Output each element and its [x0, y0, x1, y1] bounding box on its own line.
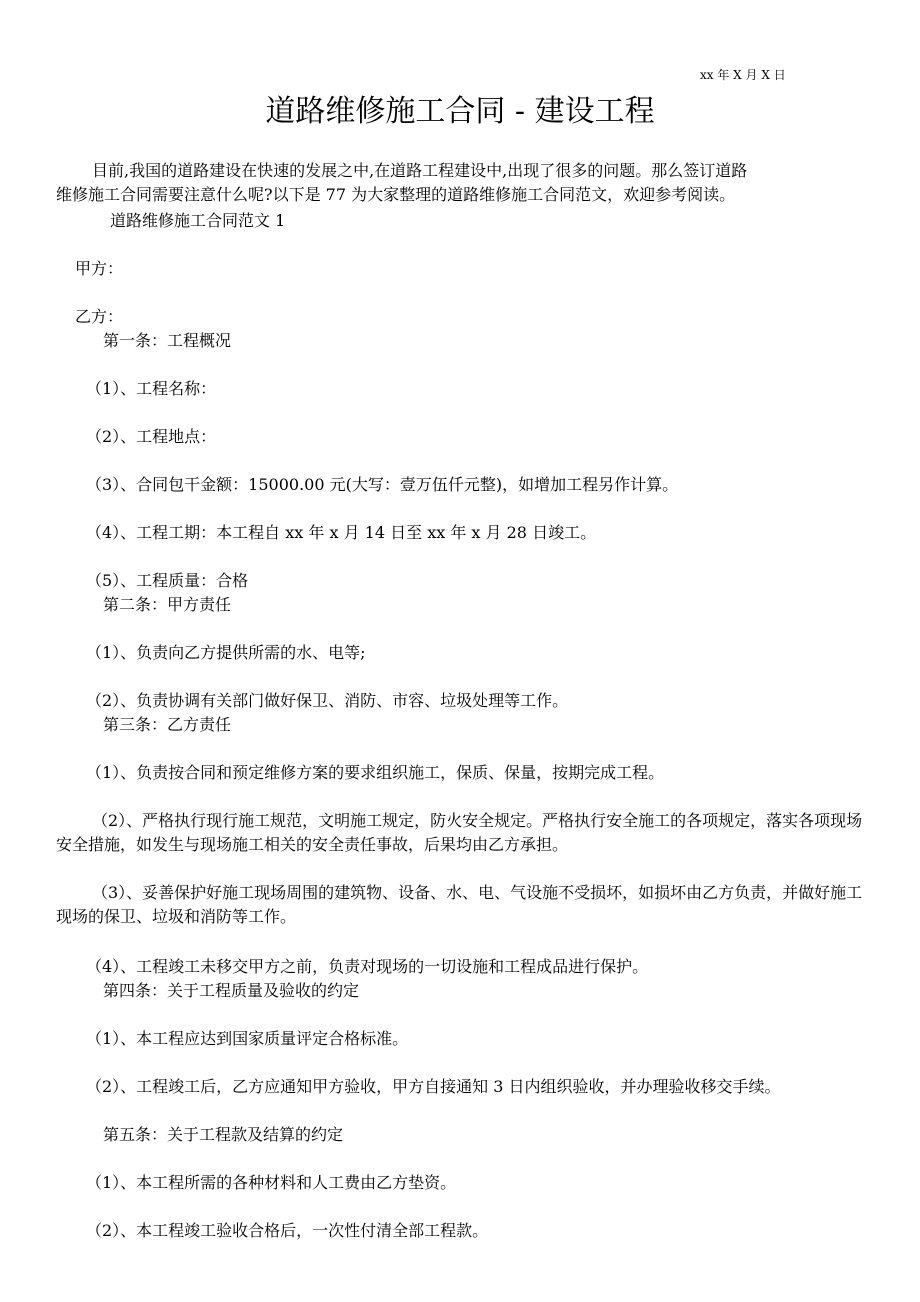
sample-heading: 道路维修施工合同范文 1 [110, 211, 286, 230]
section-1-item: （2）、工程地点： [86, 427, 217, 446]
section-2-heading: 第二条：甲方责任 [103, 595, 232, 614]
section-1-item: （5）、工程质量：合格 [86, 571, 249, 590]
section-1-item: （1）、工程名称： [86, 379, 217, 398]
section-5-item: （1）、本工程所需的各种材料和人工费由乙方垫资。 [86, 1173, 457, 1192]
intro-line-1: 目前,我国的道路建设在快速的发展之中,在道路工程建设中,出现了很多的问题。那么签订道路 [92, 161, 748, 180]
section-3-heading: 第三条：乙方责任 [103, 715, 232, 734]
intro-line-2: 维修施工合同需要注意什么呢?以下是 77 为大家整理的道路维修施工合同范文，欢迎参考阅读。 [56, 185, 736, 204]
section-3-item: （3）、妥善保护好施工现场周围的建筑物、设备、水、电、气设施不受损坏，如损坏由乙方负责，并做好施工现场的保卫、垃圾和消防等工作。 [56, 883, 863, 926]
section-1-item: （3）、合同包干金额：15000.00 元(大写：壹万伍仟元整)，如增加工程另作计算。 [86, 475, 679, 494]
section-4-item: （1）、本工程应达到国家质量评定合格标准。 [86, 1029, 409, 1048]
document-date: xx 年 X 月 X 日 [700, 68, 786, 82]
section-1-item: （4）、工程工期：本工程自 xx 年 x 月 14 日至 xx 年 x 月 28 日竣工。 [86, 523, 597, 542]
section-4-heading: 第四条：关于工程质量及验收的约定 [103, 981, 360, 1000]
section-3-item: （1）、负责按合同和预定维修方案的要求组织施工，保质、保量，按期完成工程。 [86, 763, 665, 782]
party-a-label: 甲方： [75, 259, 124, 278]
section-3-item: （4）、工程竣工未移交甲方之前，负责对现场的一切设施和工程成品进行保护。 [86, 957, 649, 976]
document-title: 道路维修施工合同 - 建设工程 [265, 94, 655, 129]
section-2-item: （1）、负责向乙方提供所需的水、电等; [86, 643, 366, 662]
party-b-label: 乙方： [75, 307, 124, 326]
section-5-item: （2）、本工程竣工验收合格后，一次性付清全部工程款。 [86, 1221, 489, 1240]
section-2-item: （2）、负责协调有关部门做好保卫、消防、市容、垃圾处理等工作。 [86, 691, 569, 710]
section-4-item: （2）、工程竣工后，乙方应通知甲方验收，甲方自接通知 3 日内组织验收，并办理验收移交手续。 [86, 1077, 781, 1096]
section-5-heading: 第五条：关于工程款及结算的约定 [103, 1125, 344, 1144]
section-1-heading: 第一条：工程概况 [103, 331, 232, 350]
section-3-item: （2）、严格执行现行施工规范，文明施工规定，防火安全规定。严格执行安全施工的各项规定，落实各项现场安全措施，如发生与现场施工相关的安全责任事故，后果均由乙方承担。 [56, 811, 863, 854]
